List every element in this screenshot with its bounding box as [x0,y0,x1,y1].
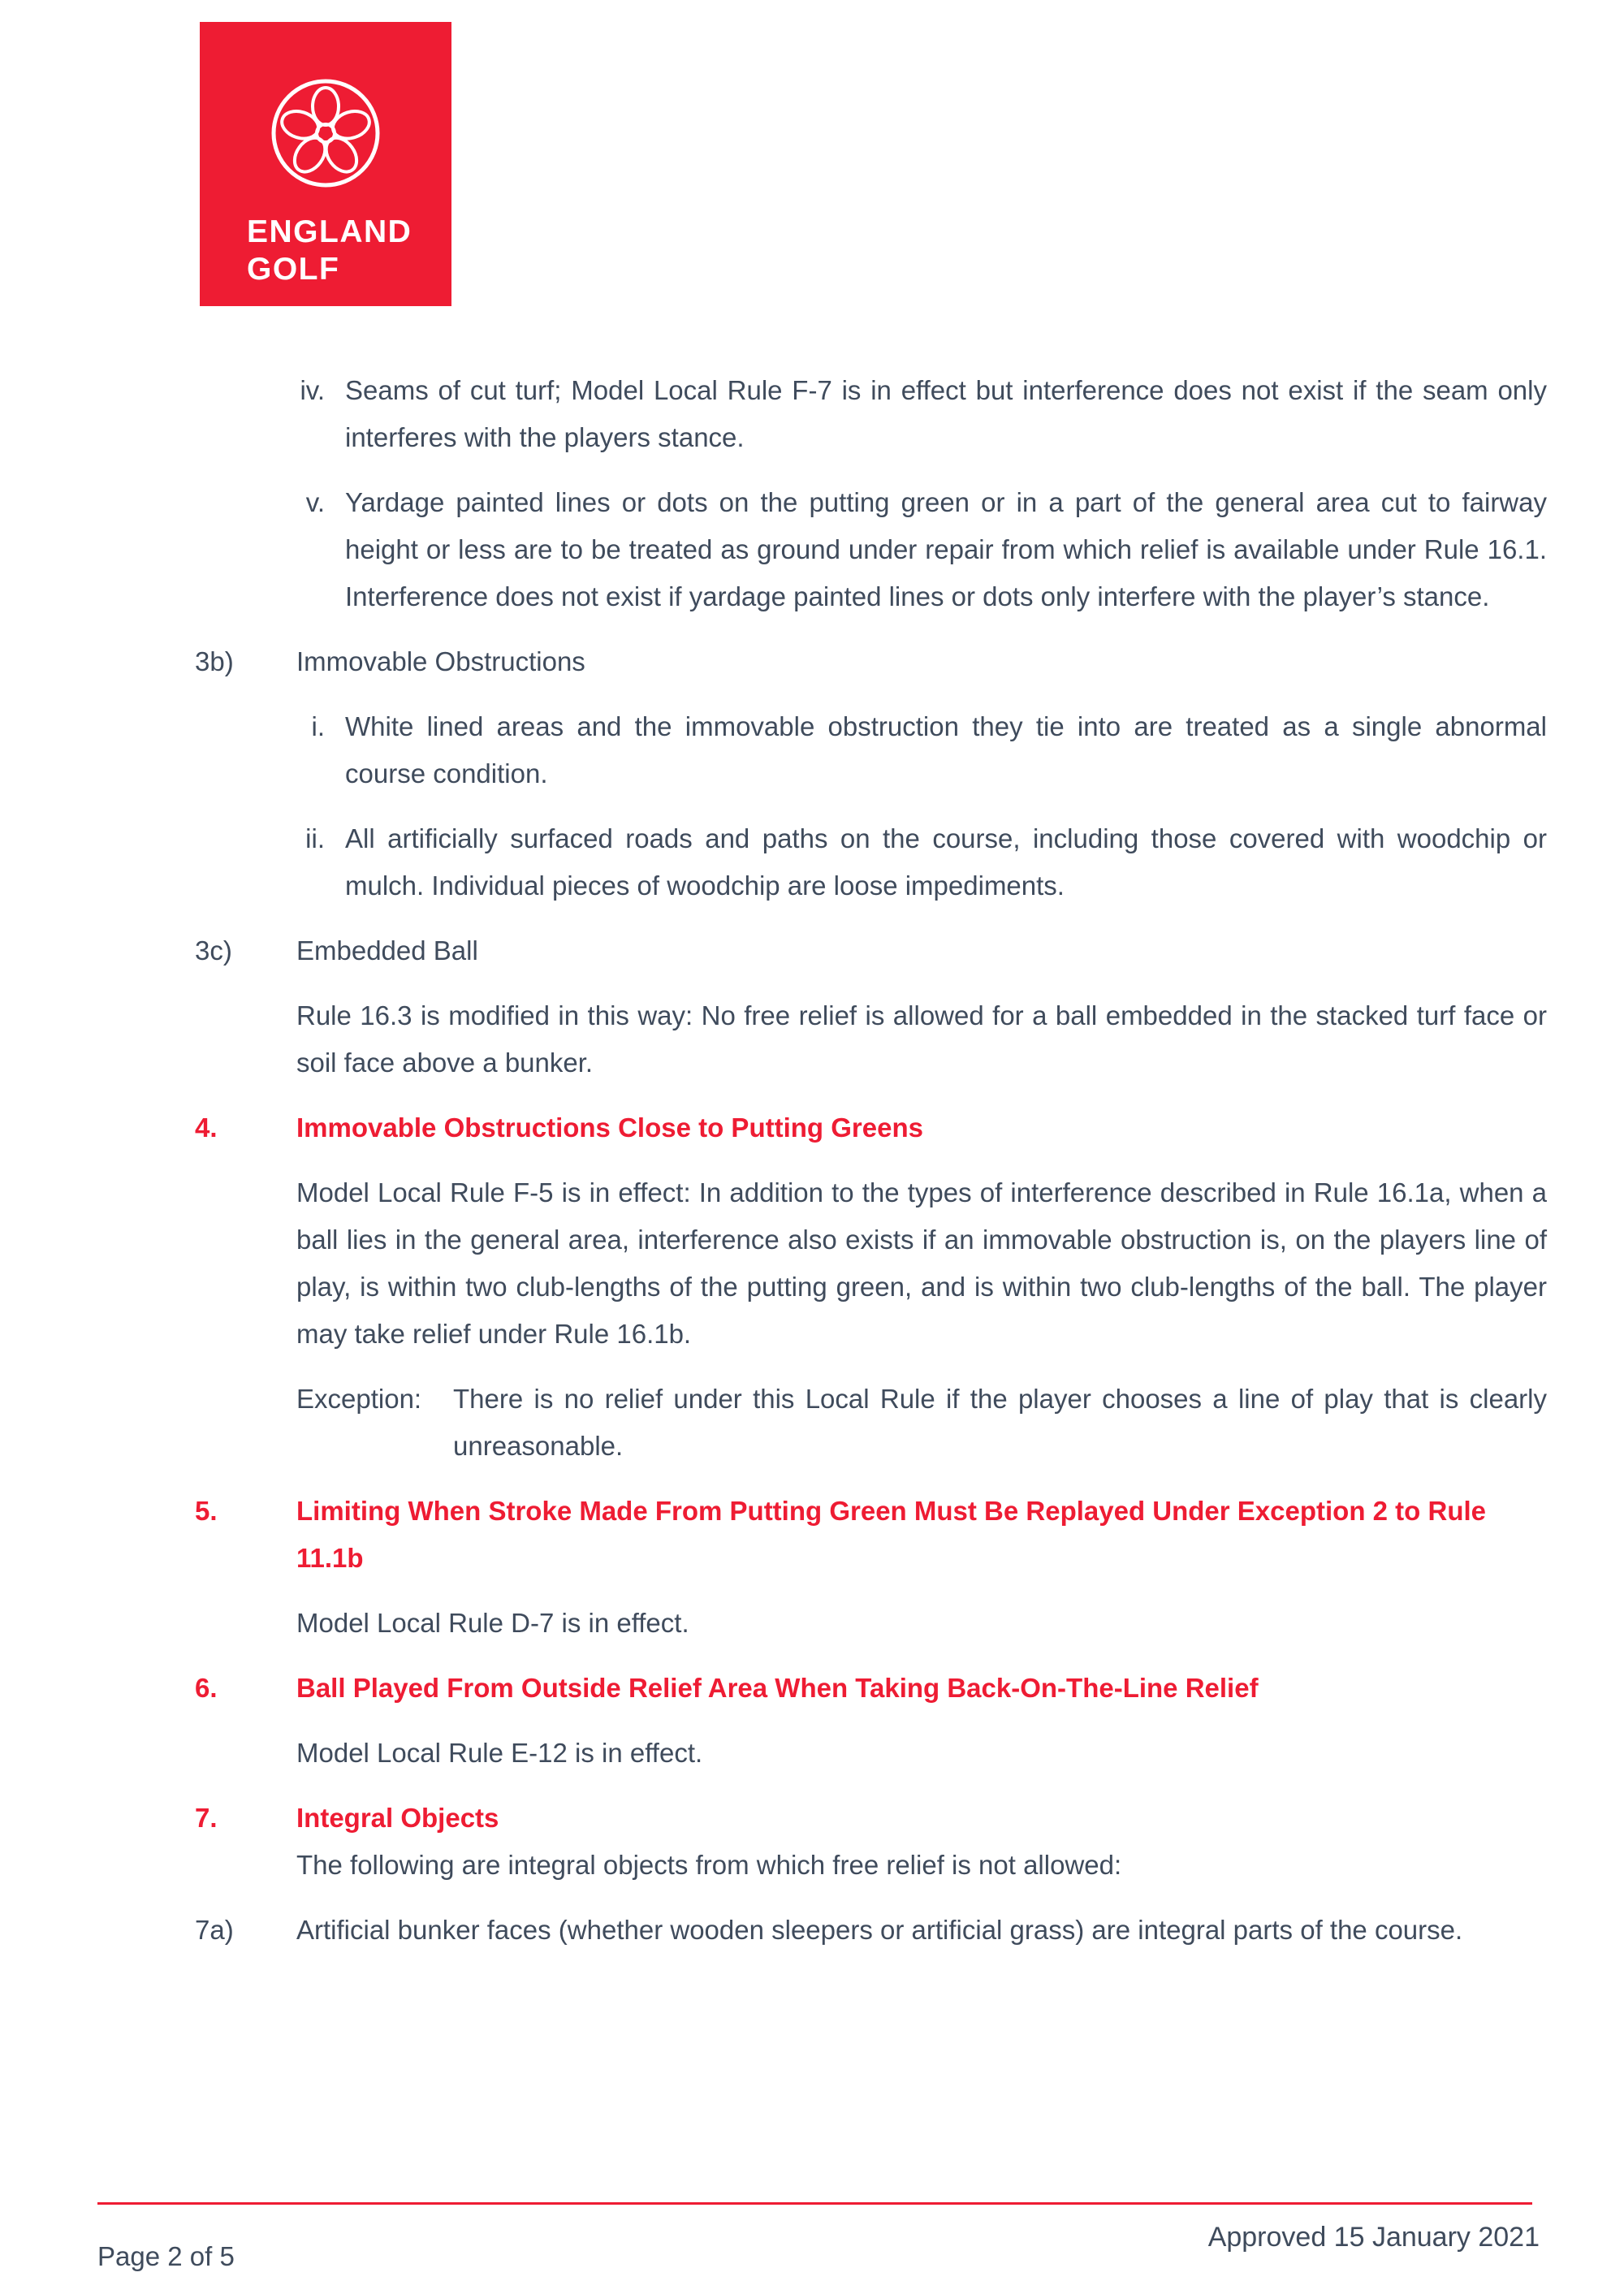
paragraph-item [195,1842,1547,1889]
logo-wordmark [247,214,412,288]
item-marker: 6. [195,1673,218,1703]
roman-item [195,703,1547,797]
item-marker: ii. [305,823,325,853]
item-marker: iv. [300,375,325,405]
item-text: Ball Played From Outside Relief Area When Taking Back-On-The-Line Relief [296,1673,1259,1703]
item-text: Model Local Rule E-12 is in effect. [296,1738,703,1768]
item-text: White lined areas and the immovable obstruction they tie into are treated as a single abnormal course condition. [345,711,1547,788]
item-marker: 3b) [195,646,234,676]
roman-item [195,815,1547,909]
roman-item [195,367,1547,461]
england-golf-rose-icon [264,71,387,195]
item-text: Immovable Obstructions Close to Putting Greens [296,1112,923,1143]
item-text: Yardage painted lines or dots on the putting green or in a part of the general area cut to fairway height or less are to be treated as ground under repair from which relief is available under Rule 16.1. Interference does not exist if yardage painted lines or dots only interfere with the player’s stance. [345,487,1547,611]
item-text: Rule 16.3 is modified in this way: No free relief is allowed for a ball embedded in the stacked turf face or soil face above a bunker. [296,1000,1547,1078]
document-body [195,367,1547,1972]
approved-date: Approved 15 January 2021 [1207,2222,1540,2253]
logo-line2: GOLF [247,252,340,287]
item-marker: 7. [195,1803,218,1833]
item-text: Artificial bunker faces (whether wooden sleepers or artificial grass) are integral parts of the course. [296,1915,1463,1945]
item-text: Model Local Rule F-5 is in effect: In addition to the types of interference described in Rule 16.1a, when a ball lies in the general area, interference also exists if an immovable obstruction is, on the players line of play, is within two club-lengths of the putting green, and is within two club-lengths of the ball. The player may take relief under Rule 16.1b. [296,1177,1547,1349]
section-heading [195,1665,1547,1712]
section-heading [195,1488,1547,1582]
page-number: Page 2 of 5 [97,2241,235,2271]
item-marker: 7a) [195,1915,234,1945]
item-text: Seams of cut turf; Model Local Rule F-7 is in effect but interference does not exist if the seam only interferes with the players stance. [345,375,1547,452]
label-item [195,638,1547,685]
label-item [195,1907,1547,1954]
footer-divider [97,2202,1532,2205]
section-heading [195,1104,1547,1151]
item-text: The following are integral objects from which free relief is not allowed: [296,1850,1122,1880]
roman-item [195,479,1547,620]
paragraph-item [195,1730,1547,1777]
paragraph-item [195,992,1547,1087]
item-text: Limiting When Stroke Made From Putting Green Must Be Replayed Under Exception 2 to Rule 11.1b [296,1496,1487,1573]
paragraph-item [195,1169,1547,1358]
logo-line1: ENGLAND [247,214,412,249]
item-text: Immovable Obstructions [296,646,585,676]
item-text: All artificially surfaced roads and paths on the course, including those covered with woodchip or mulch. Individual pieces of woodchip are loose impediments. [345,823,1547,901]
item-text: Model Local Rule D-7 is in effect. [296,1608,689,1638]
item-marker: 5. [195,1496,218,1526]
item-marker: i. [311,711,325,741]
label-item [195,927,1547,974]
item-text: Embedded Ball [296,935,478,966]
item-marker: 3c) [195,935,232,966]
paragraph-item [195,1600,1547,1647]
item-marker: 4. [195,1112,218,1143]
england-golf-logo [200,22,451,306]
item-text: There is no relief under this Local Rule if the player chooses a line of play that is clearly unreasonable. [453,1384,1547,1461]
item-marker: v. [305,487,325,517]
exception-item [195,1376,1547,1470]
item-text: Integral Objects [296,1803,499,1833]
section-heading [195,1795,1547,1842]
item-marker: Exception: [296,1384,422,1414]
